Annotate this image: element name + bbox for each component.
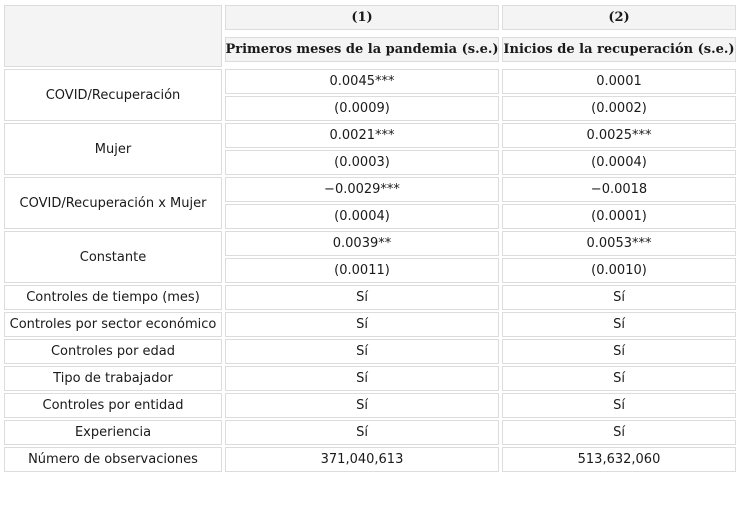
se-interaction-col1: (0.0004) bbox=[225, 204, 499, 229]
row-label-constante: Constante bbox=[4, 231, 222, 283]
col2-number: (2) bbox=[502, 5, 736, 30]
se-mujer-col2: (0.0004) bbox=[502, 150, 736, 175]
coef-constante-col2: 0.0053*** bbox=[502, 231, 736, 256]
row-label-entidad: Controles por entidad bbox=[4, 393, 222, 418]
trabajador-col2: Sí bbox=[502, 366, 736, 391]
trabajador-col1: Sí bbox=[225, 366, 499, 391]
sector-col2: Sí bbox=[502, 312, 736, 337]
row-label-observaciones: Número de observaciones bbox=[4, 447, 222, 472]
sector-col1: Sí bbox=[225, 312, 499, 337]
regression-table bbox=[4, 4, 736, 473]
coef-covid-col2: 0.0001 bbox=[502, 69, 736, 94]
experiencia-col1: Sí bbox=[225, 420, 499, 445]
observaciones-col1: 371,040,613 bbox=[225, 447, 499, 472]
se-mujer-col1: (0.0003) bbox=[225, 150, 499, 175]
entidad-col2: Sí bbox=[502, 393, 736, 418]
experiencia-col2: Sí bbox=[502, 420, 736, 445]
se-constante-col1: (0.0011) bbox=[225, 258, 499, 283]
coef-mujer-col2: 0.0025*** bbox=[502, 123, 736, 148]
tiempo-col1: Sí bbox=[225, 285, 499, 310]
row-label-interaction: COVID/Recuperación x Mujer bbox=[4, 177, 222, 229]
coef-mujer-col1: 0.0021*** bbox=[225, 123, 499, 148]
coef-constante-col1: 0.0039** bbox=[225, 231, 499, 256]
se-covid-col1: (0.0009) bbox=[225, 96, 499, 121]
tiempo-col2: Sí bbox=[502, 285, 736, 310]
row-label-sector: Controles por sector económico bbox=[4, 312, 222, 337]
se-constante-col2: (0.0010) bbox=[502, 258, 736, 283]
row-label-mujer: Mujer bbox=[4, 123, 222, 175]
observaciones-col2: 513,632,060 bbox=[502, 447, 736, 472]
col2-title: Inicios de la recuperación (s.e.) bbox=[502, 37, 736, 62]
edad-col1: Sí bbox=[225, 339, 499, 364]
edad-col2: Sí bbox=[502, 339, 736, 364]
coef-interaction-col1: −0.0029*** bbox=[225, 177, 499, 202]
row-label-covid: COVID/Recuperación bbox=[4, 69, 222, 121]
row-label-edad: Controles por edad bbox=[4, 339, 222, 364]
row-label-tiempo: Controles de tiempo (mes) bbox=[4, 285, 222, 310]
coef-covid-col1: 0.0045*** bbox=[225, 69, 499, 94]
row-label-trabajador: Tipo de trabajador bbox=[4, 366, 222, 391]
coef-interaction-col2: −0.0018 bbox=[502, 177, 736, 202]
header-corner-cell bbox=[4, 5, 222, 67]
row-label-experiencia: Experiencia bbox=[4, 420, 222, 445]
entidad-col1: Sí bbox=[225, 393, 499, 418]
se-covid-col2: (0.0002) bbox=[502, 96, 736, 121]
se-interaction-col2: (0.0001) bbox=[502, 204, 736, 229]
col1-number: (1) bbox=[225, 5, 499, 30]
col1-title: Primeros meses de la pandemia (s.e.) bbox=[225, 37, 499, 62]
